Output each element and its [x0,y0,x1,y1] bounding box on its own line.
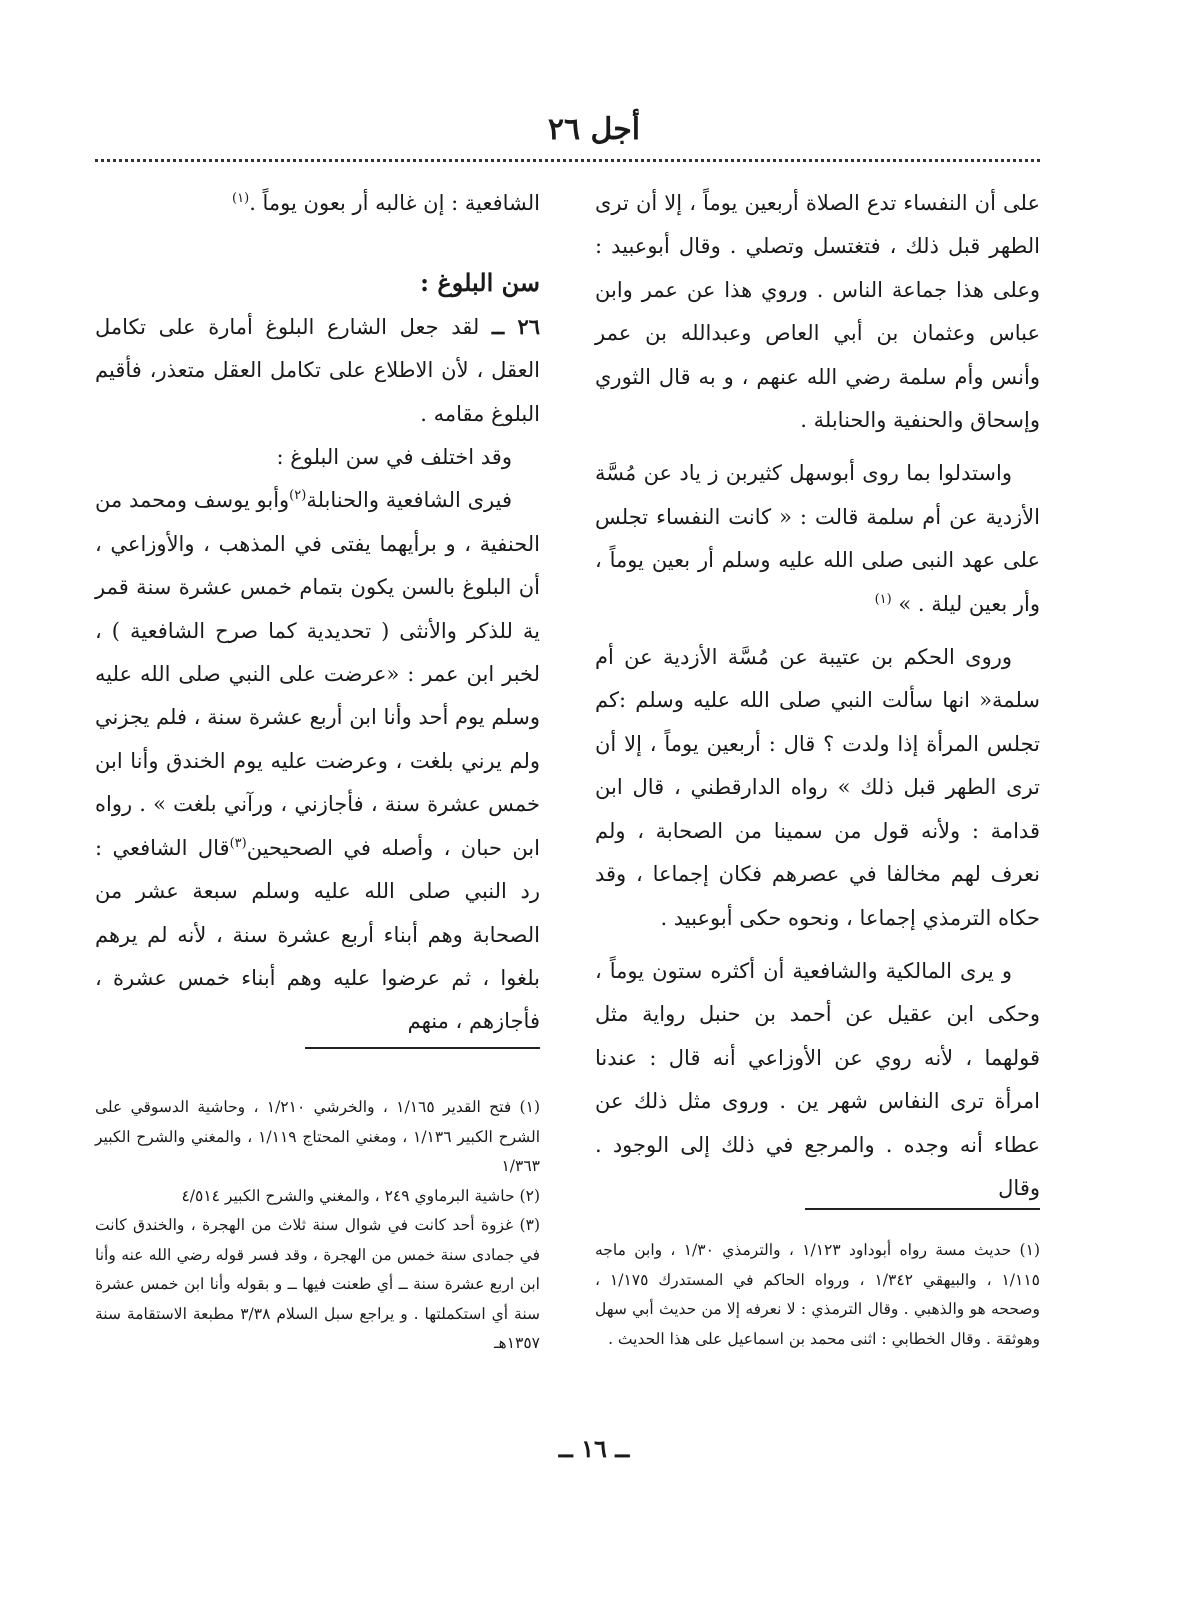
paragraph-text: لقد جعل الشارع البلوغ أمارة على تكامل العقل ، لأن الاطلاع على تكامل العقل متعذر، فأقيم البلوغ مقامه . [95,314,540,426]
footnote-divider [805,1208,1040,1210]
paragraph-text: فيرى الشافعية والحنابلة [306,488,512,513]
footnote-text: فتح القدير ١/١٦٥ ، والخرشي ١/٢١٠ ، وحاشية الدسوقي على الشرح الكبير ١/١٣٦ ، ومغني المحتاج ١/١١٩ ، والمغني والشرح الكبير ١/٣٦٣ [95,1098,541,1175]
paragraph-text: الشافعية : إن غالبه أر بعون يوماً . [249,191,540,215]
paragraph: وروى الحكم بن عتيبة عن مُسَّة الأزدية عن أم سلمة« انها سألت النبي صلى الله عليه وسلم :كم تجلس المرأة إذا ولدت ؟ قال : أربعين يوماً ، إلا أن ترى الطهر قبل ذلك » رواه الدارقطني ، قال ابن قدامة : ولأنه قول من سمينا من الصحابة ، ولم نعرف لهم مخالفا في عصرهم فكان إجماعا ، وقد حكاه الترمذي إجماعا ، ونحوه حكى أبوعبيد . [595,645,1040,930]
footnote-text: حديث مسة رواه أبوداود ١/١٢٣ ، والترمذي ١/٣٠ ، وابن ماجه ١/١١٥ ، والبيهقي ١/٣٤٢ ، ورواه الحاكم في المستدرك ١/١٧٥ ، وصححه هو والذهبي . وقال الترمذي : لا نعرفه إلا من حديث أبي سهل وهوثقة . وقال الخطابي : اثنى محمد بن اسماعيل على هذا الحديث . [595,1241,1041,1348]
footnote-number: (٢) [519,1186,540,1205]
paragraph [95,305,540,436]
footnote-text: غزوة أحد كانت في شوال سنة ثلاث من الهجرة ، والخندق كانت في جمادى سنة خمس من الهجرة ، وقد فسر قوله رضي الله عنه وأنا ابن اربع عشرة سنة ــ أي طعنت فيها ــ و بقوله وأنا ابن خمس عشرة سنة أي استكملتها . و يراجع سبل السلام ٣/٣٨ مطبعة الاستقامة سنة ١٣٥٧هـ [95,1216,540,1352]
footnote-number: (٣) [519,1216,540,1234]
footnote [95,1211,540,1359]
footnotes-left [95,1093,540,1359]
footnote-number: (١) [519,1098,540,1116]
footnote-ref: (٣) [229,835,247,851]
footnote-number: (١) [1019,1241,1040,1259]
footnote [95,1093,540,1182]
footnotes-right [595,1236,1040,1354]
footnote-ref: (١) [874,591,892,607]
paragraph [95,479,540,1043]
left-column [95,182,540,1044]
section-number: ٢٦ ــ [491,313,540,339]
paragraph-text: واستدلوا بما روى أبوسهل كثيربن ز ياد عن مُسَّة الأزدية عن أم سلمة قالت : « كانت النفساء تجلس على عهد النبى صلى الله عليه وسلم أر بعين يوماً ، وأر بعين ليلة . » [595,461,1040,616]
footnote-ref: (١) [232,191,250,206]
paragraph [95,182,540,225]
page-number: ــ ١٦ ــ [558,1434,630,1463]
paragraph: وقد اختلف في سن البلوغ : [276,445,512,470]
header-divider [95,159,1040,162]
footnote-divider [305,1047,540,1049]
paragraph-text: وأبو يوسف ومحمد من الحنفية ، و برأيهما يفتى في المذهب ، والأوزاعي ، أن البلوغ بالسن يكون بتمام خمس عشرة سنة قمر ية للذكر والأنثى ( تحديدية كما صرح الشافعية ) ، لخبر ابن عمر : «عرضت على النبي صلى الله عليه وسلم يوم أحد وأنا ابن أربع عشرة سنة ، فلم يجزني ولم يرني بلغت ، وعرضت عليه يوم الخندق وأنا ابن خمس عشرة سنة ، فأجازني ، ورآني بلغت » . رواه ابن حبان ، وأصله في الصحيحين [95,488,540,860]
footnote-ref: (٢) [289,488,307,504]
paragraph [595,452,1040,626]
footnote-text: حاشية البرماوي ٢٤٩ ، والمغني والشرح الكبير ٤/٥١٤ [181,1186,515,1205]
page-title: أجل ٢٦ [547,112,641,147]
paragraph: على أن النفساء تدع الصلاة أربعين يوماً ، إلا أن ترى الطهر قبل ذلك ، فتغتسل وتصلي . وقال أبوعبيد : وعلى هذا جماعة الناس . وروي هذا عن عمر وابن عباس وعثمان بن أبي العاص وعبدالله بن عمر وأنس وأم سلمة رضي الله عنهم ، و به قال الثوري وإسحاق والحنفية والحنابلة . [595,191,1040,433]
footnote [95,1182,540,1212]
right-column [595,182,1040,1210]
footnote [595,1236,1040,1354]
paragraph: و يرى المالكية والشافعية أن أكثره ستون يوماً ، وحكى ابن عقيل عن أحمد بن حنبل رواية مثل قولهما ، لأنه روي عن الأوزاعي أنه قال : عندنا امرأة ترى النفاس شهر ين . وروى مثل ذلك عن عطاء أنه وجده . والمرجع في ذلك إلى الوجود . وقال [595,958,1040,1200]
paragraph-text: قال الشافعي : رد النبي صلى الله عليه وسلم سبعة عشر من الصحابة وهم أبناء أربع عشرة سنة ، لأنه لم يرهم بلغوا ، ثم عرضوا عليه وهم أبناء خمس عشرة ، فأجازهم ، منهم [95,835,540,1034]
section-heading: سن البلوغ : [420,268,540,298]
